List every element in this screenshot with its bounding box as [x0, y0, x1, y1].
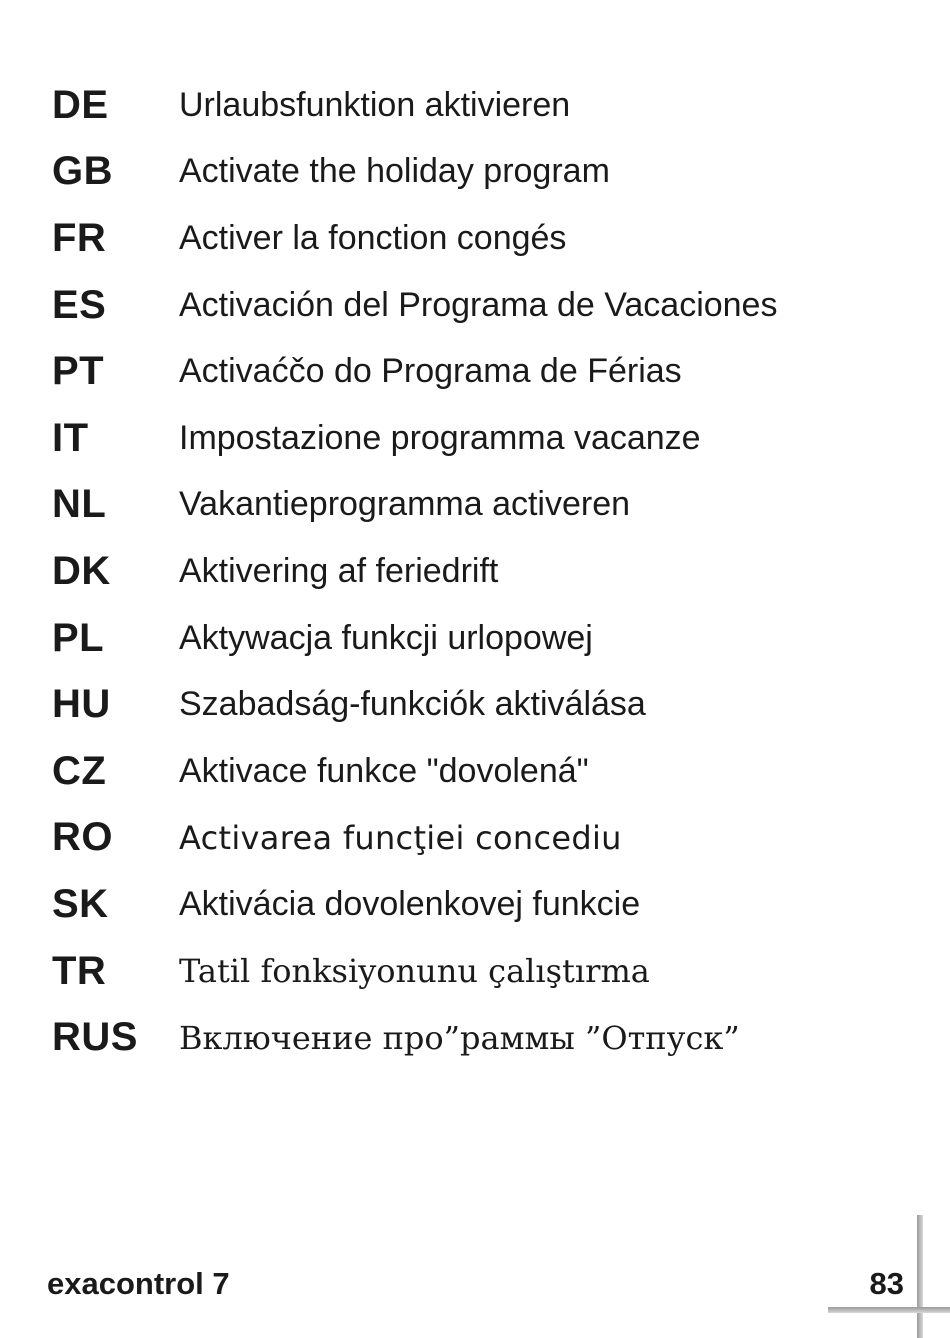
language-code: RO	[52, 815, 113, 860]
language-text: Vakantieprogramma activeren	[179, 485, 631, 524]
language-text: Aktivace funkce "dovolená"	[179, 751, 589, 790]
language-row-rus	[52, 1004, 912, 1071]
language-row-gb	[52, 139, 912, 206]
language-row-pt	[52, 338, 912, 405]
language-row-nl	[52, 472, 912, 539]
language-row-es	[52, 272, 912, 339]
language-text: Включение про”раммы ”Отпуск”	[179, 1018, 740, 1057]
language-row-tr	[52, 938, 912, 1005]
page-number: 83	[869, 1266, 904, 1301]
language-code: DK	[52, 548, 111, 593]
language-code: GB	[52, 149, 113, 194]
language-code: FR	[52, 215, 107, 260]
language-row-de	[52, 72, 912, 139]
language-row-dk	[52, 538, 912, 605]
crop-mark-vertical	[917, 1215, 923, 1338]
language-list	[52, 72, 912, 1071]
footer-product-title: exacontrol 7	[47, 1266, 230, 1301]
language-code: PL	[52, 615, 105, 660]
language-text: Urlaubsfunktion aktivieren	[179, 85, 571, 124]
crop-mark-horizontal	[828, 1307, 950, 1313]
language-row-pl	[52, 605, 912, 672]
language-code: PT	[52, 349, 105, 394]
language-text: Aktivering af feriedrift	[179, 551, 499, 590]
language-code: ES	[52, 282, 107, 327]
language-text: Activación del Programa de Vacaciones	[179, 285, 778, 324]
language-code: CZ	[52, 748, 107, 793]
language-text: Szabadság-funkciók aktiválása	[179, 685, 646, 724]
language-code: RUS	[52, 1015, 138, 1060]
language-row-it	[52, 405, 912, 472]
language-code: DE	[52, 82, 109, 127]
language-code: IT	[52, 415, 89, 460]
language-text: Activate the holiday program	[179, 152, 610, 191]
language-row-sk	[52, 871, 912, 938]
language-code: TR	[52, 948, 107, 993]
language-code: HU	[52, 682, 111, 727]
language-text: Aktywacja funkcji urlopowej	[179, 618, 593, 657]
language-text: Aktivácia dovolenkovej funkcie	[179, 884, 641, 923]
language-row-hu	[52, 671, 912, 738]
language-text: Activarea funcţiei concediu	[179, 818, 622, 857]
language-text: Activaćčo do Programa de Férias	[179, 352, 682, 391]
language-row-ro	[52, 805, 912, 872]
language-text: Activer la fonction congés	[179, 218, 567, 257]
language-code: SK	[52, 881, 109, 926]
language-code: NL	[52, 482, 107, 527]
language-text: Tatil fonksiyonunu çalıştırma	[179, 952, 650, 991]
language-row-fr	[52, 205, 912, 272]
language-text: Impostazione programma vacanze	[179, 418, 701, 457]
language-row-cz	[52, 738, 912, 805]
